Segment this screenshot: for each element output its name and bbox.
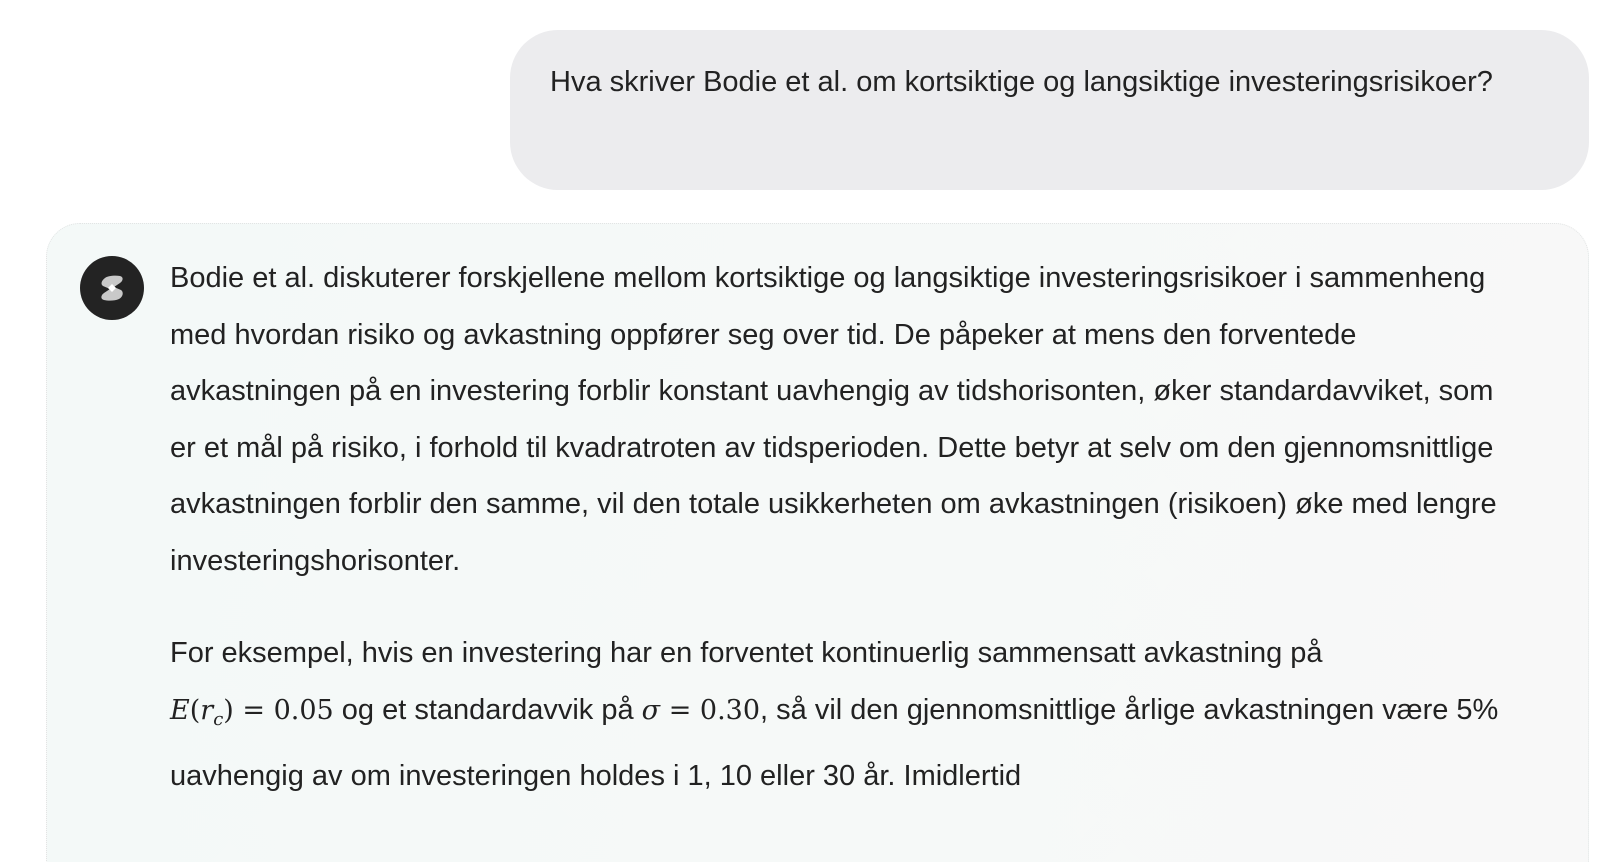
- user-message-text: Hva skriver Bodie et al. om kortsiktige og langsiktige investeringsrisikoer?: [550, 66, 1493, 98]
- assistant-paragraph-1: Bodie et al. diskuterer forskjellene mellom kortsiktige og langsiktige investeringsrisikoer i sammenheng med hvordan risiko og avkastning oppfører seg over tid. De påpeker at mens den forventede avkastningen på en investering forblir konstant uavhengig av tidshorisonten, øker standardavviket, som er et mål på risiko, i forhold til kvadratroten av tidsperioden. Dette betyr at selv om den gjennomsnittlige avkastningen forblir den samme, vil den totale usikkerheten om avkastningen (risikoen) øke med lengre investeringshorisonter.: [170, 262, 1497, 577]
- assistant-paragraph-2: [170, 625, 1510, 805]
- user-message-row: [510, 30, 1589, 190]
- user-message-bubble: [510, 30, 1589, 190]
- math-sigma: σ = 0.30: [641, 694, 761, 726]
- assistant-message-body: [170, 250, 1510, 805]
- bolt-logo-icon: [93, 269, 131, 307]
- paragraph-rest: , så vil den gjennomsnittlige årlige avkastningen være 5% uavhengig av om investeringen holdes i 1, 10 eller 30 år. Imidlertid: [170, 693, 1499, 792]
- assistant-message-card: [46, 223, 1589, 862]
- paragraph-mid: og et standardavvik på: [341, 693, 634, 726]
- paragraph-intro: For eksempel, hvis en investering har en forventet kontinuerlig sammensatt avkastning på: [170, 637, 1323, 669]
- math-expected-return: $E(r_c) = 0.05$: [170, 694, 334, 730]
- assistant-avatar: [80, 256, 144, 320]
